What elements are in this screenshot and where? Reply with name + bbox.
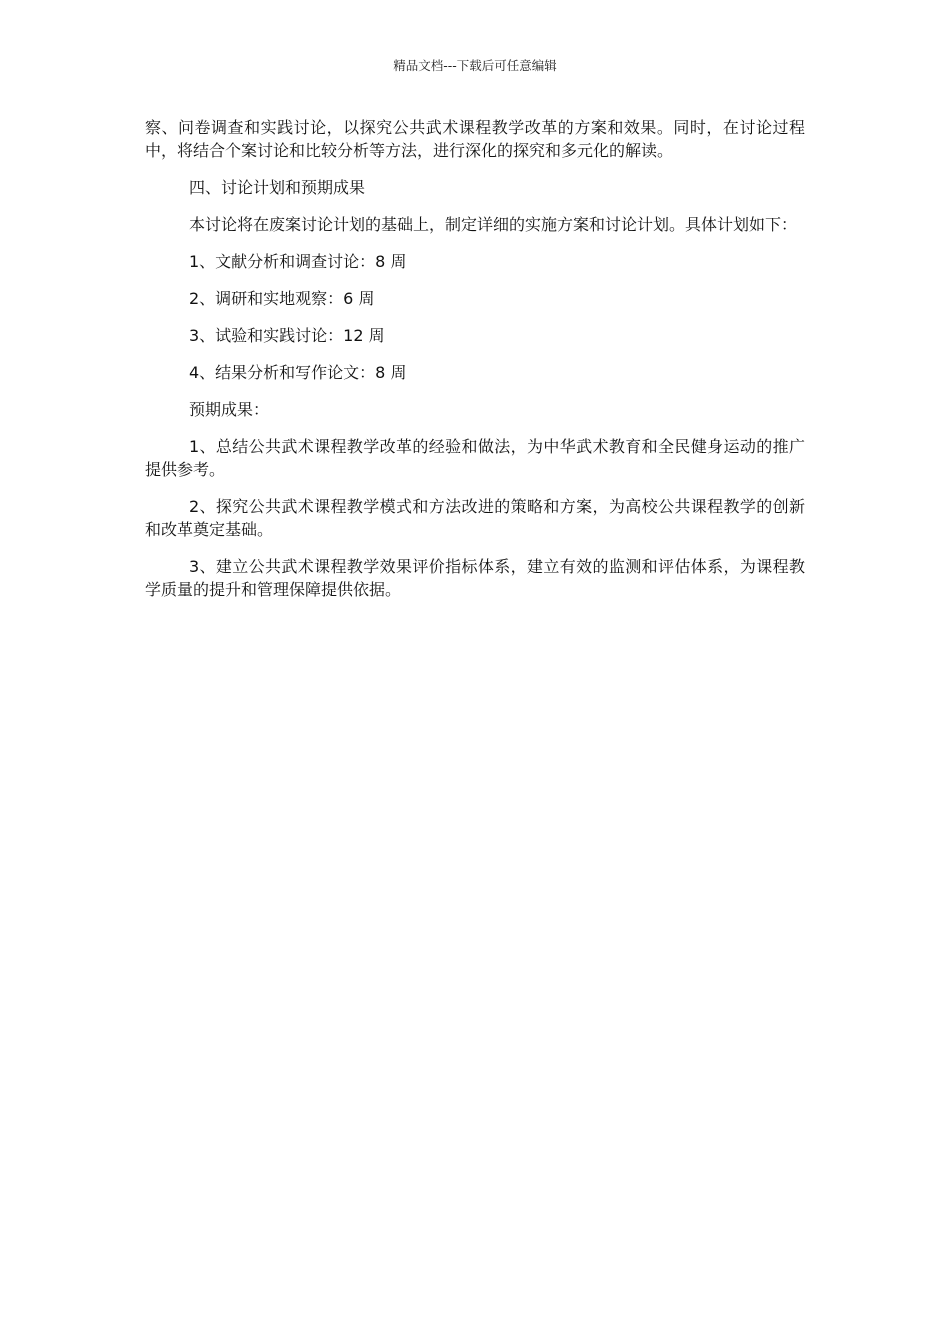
result-item: 1、总结公共武术课程教学改革的经验和做法，为中华武术教育和全民健身运动的推广提供参考。 <box>145 437 805 479</box>
section-heading: 四、讨论计划和预期成果 <box>189 178 366 197</box>
list-item: 2、调研和实地观察：6 周 <box>189 289 375 308</box>
result-item: 2、探究公共武术课程教学模式和方法改进的策略和方案，为高校公共课程教学的创新和改革奠定基础。 <box>145 497 805 539</box>
document-body <box>145 116 805 615</box>
result-item: 3、建立公共武术课程教学效果评价指标体系，建立有效的监测和评估体系，为课程教学质量的提升和管理保障提供依据。 <box>145 557 805 599</box>
list-item: 4、结果分析和写作论文：8 周 <box>189 363 407 382</box>
list-item: 1、文献分析和调查讨论：8 周 <box>189 252 407 271</box>
expected-results-label: 预期成果： <box>189 400 270 419</box>
page-header: 精品文档---下载后可任意编辑 <box>393 58 557 73</box>
paragraph-continuation: 察、问卷调查和实践讨论，以探究公共武术课程教学改革的方案和效果。同时，在讨论过程中，将结合个案讨论和比较分析等方法，进行深化的探究和多元化的解读。 <box>145 118 805 160</box>
list-item: 3、试验和实践讨论：12 周 <box>189 326 385 345</box>
paragraph-plan-intro: 本讨论将在废案讨论计划的基础上，制定详细的实施方案和讨论计划。具体计划如下： <box>189 215 798 234</box>
